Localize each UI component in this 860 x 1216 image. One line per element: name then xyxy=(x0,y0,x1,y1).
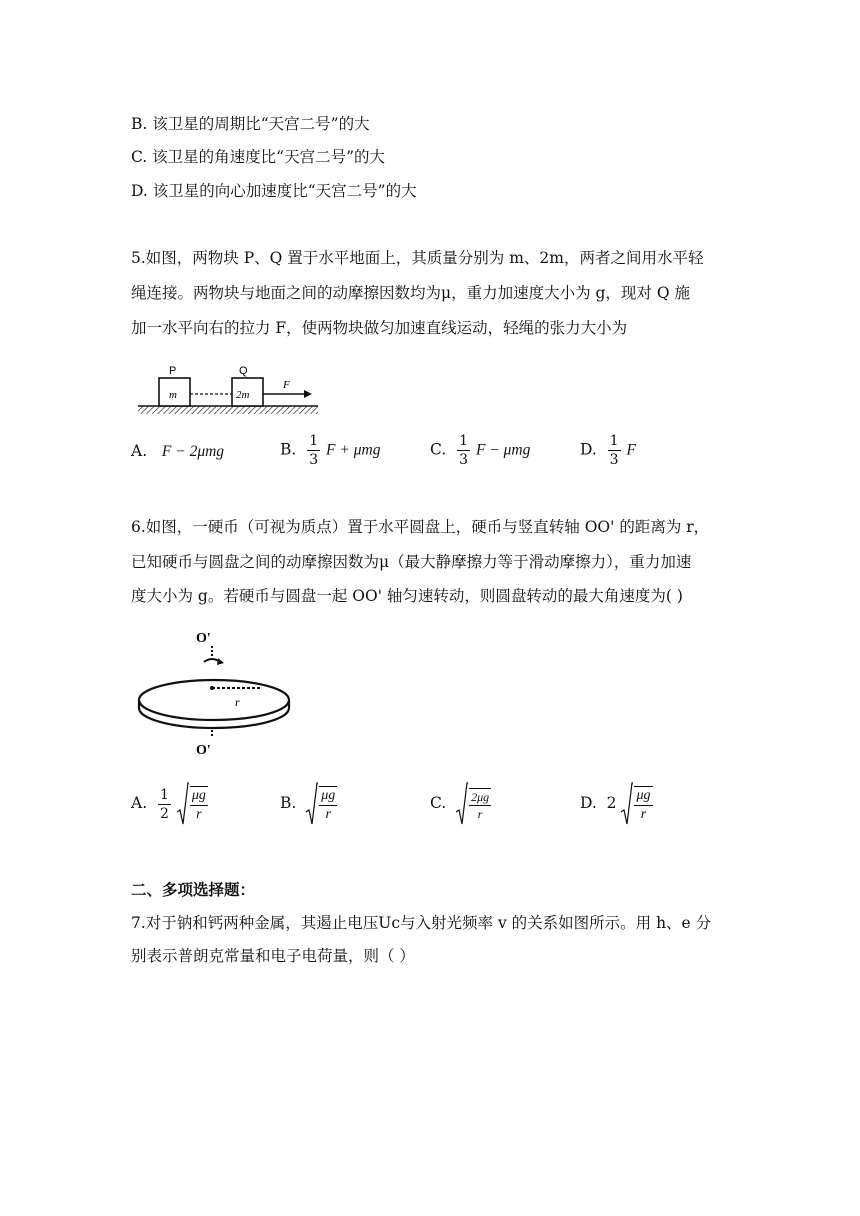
q6-option-b: B. $\frac{\mu g}{r}$ xyxy=(280,782,338,826)
label-p: P xyxy=(169,365,177,377)
q6-line-2: 已知硬币与圆盘之间的动摩擦因数为μ（最大静摩擦力等于滑动摩擦力），重力加速 xyxy=(131,553,692,571)
q7-line-2: 别表示普朗克常量和电子电荷量，则（ ） xyxy=(131,947,415,965)
q6-line-3: 度大小为 g。若硬币与圆盘一起 OO' 轴匀速转动，则圆盘转动的最大角速度为( ) xyxy=(131,587,683,605)
q4-option-c: C. 该卫星的角速度比“天宫二号”的大 xyxy=(131,148,386,166)
q4-option-d: D. 该卫星的向心加速度比“天宫二号”的大 xyxy=(131,182,417,200)
q6-option-d: D. 2 $\frac{\mu g}{r}$ xyxy=(580,782,654,826)
q6-option-a: A. $\frac{1}{2}$ $\frac{\mu g}{r}$ xyxy=(131,782,209,826)
radius-label: r xyxy=(235,695,240,709)
axis-top-label: O' xyxy=(196,631,211,646)
q5-option-d: D. $\frac{1}{3}$ F xyxy=(580,433,636,468)
force-label: F xyxy=(283,379,290,391)
q5-options xyxy=(131,434,751,474)
q5-line-1: 5.如图，两物块 P、Q 置于水平地面上，其质量分别为 m、2m，两者之间用水平轻 xyxy=(131,249,704,267)
q6-option-c: C. $\frac{2\mu g}{r}$ xyxy=(430,782,492,826)
mass-p: m xyxy=(169,389,177,401)
section-heading: 二、多项选择题： xyxy=(131,881,256,899)
q5-figure-blocks xyxy=(132,360,332,420)
q5-option-c: C. $\frac{1}{3}$ F − μmg xyxy=(430,433,531,468)
mass-q: 2m xyxy=(236,389,250,401)
axis-bottom-label: O' xyxy=(196,743,211,758)
q5-option-a: A. F − 2μmg xyxy=(131,442,225,460)
q4-option-b: B. 该卫星的周期比“天宫二号”的大 xyxy=(131,115,370,133)
q6-figure-disc xyxy=(132,622,307,762)
q5-line-2: 绳连接。两物块与地面之间的动摩擦因数均为μ，重力加速度大小为 g，现对 Q 施 xyxy=(131,284,690,302)
q7-line-1: 7.对于钠和钙两种金属，其遏止电压Uc与入射光频率 v 的关系如图所示。用 h、e 分 xyxy=(131,914,712,932)
q5-line-3: 加一水平向右的拉力 F，使两物块做匀加速直线运动，轻绳的张力大小为 xyxy=(131,319,628,337)
disc-top xyxy=(139,680,289,720)
q6-line-1: 6.如图，一硬币（可视为质点）置于水平圆盘上，硬币与竖直转轴 OO' 的距离为 r， xyxy=(131,518,710,536)
q5-option-b: B. $\frac{1}{3}$ F + μmg xyxy=(280,433,381,468)
label-q: Q xyxy=(239,365,248,377)
ground-hatch xyxy=(138,406,318,414)
q6-options xyxy=(131,780,751,830)
